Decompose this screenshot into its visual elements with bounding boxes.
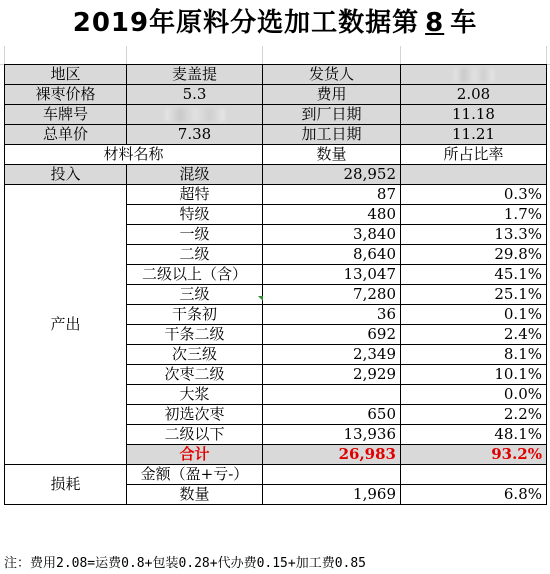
info-label: 费用 bbox=[263, 85, 401, 105]
grade-name: 二级以下 bbox=[127, 425, 263, 445]
grade-quantity: 3,840 bbox=[263, 225, 401, 245]
grade-name: 干条初 bbox=[127, 305, 263, 325]
title-prefix: 2019年原料分选加工数据第 bbox=[72, 8, 420, 38]
spreadsheet-gridlines bbox=[0, 46, 550, 65]
grade-name: 次枣二级 bbox=[127, 365, 263, 385]
data-table bbox=[4, 64, 547, 505]
grade-name: 二级以上（含） bbox=[127, 265, 263, 285]
info-value: 11.18 bbox=[401, 105, 547, 125]
grade-ratio: 13.3% bbox=[401, 225, 547, 245]
grade-name: 三级 bbox=[127, 285, 263, 305]
grade-name: 二级 bbox=[127, 245, 263, 265]
total-ratio: 93.2% bbox=[401, 445, 547, 465]
grade-ratio: 0.0% bbox=[401, 385, 547, 405]
redacted-plate bbox=[127, 105, 263, 125]
total-label: 合计 bbox=[127, 445, 263, 465]
grade-name: 特级 bbox=[127, 205, 263, 225]
grade-name: 干条二级 bbox=[127, 325, 263, 345]
grade-name: 初选次枣 bbox=[127, 405, 263, 425]
loss-amount-value bbox=[263, 465, 401, 485]
grade-quantity: 36 bbox=[263, 305, 401, 325]
grade-ratio: 2.4% bbox=[401, 325, 547, 345]
grade-ratio: 45.1% bbox=[401, 265, 547, 285]
header-ratio: 所占比率 bbox=[401, 145, 547, 165]
grade-quantity: 2,929 bbox=[263, 365, 401, 385]
grade-ratio: 0.3% bbox=[401, 185, 547, 205]
info-value: 7.38 bbox=[127, 125, 263, 145]
input-ratio bbox=[401, 165, 547, 185]
info-label: 车牌号 bbox=[5, 105, 127, 125]
grade-quantity: 650 bbox=[263, 405, 401, 425]
info-row bbox=[5, 125, 547, 145]
loss-label: 损耗 bbox=[5, 465, 127, 505]
info-value: 11.21 bbox=[401, 125, 547, 145]
grade-quantity: 13,936 bbox=[263, 425, 401, 445]
grade-ratio: 1.7% bbox=[401, 205, 547, 225]
grade-quantity: 7,280 bbox=[263, 285, 401, 305]
grade-name: 大浆 bbox=[127, 385, 263, 405]
grade-quantity: 87 bbox=[263, 185, 401, 205]
grade-name: 超特 bbox=[127, 185, 263, 205]
grade-quantity bbox=[263, 385, 401, 405]
footnote: 注：费用2.08=运费0.8+包装0.28+代办费0.15+加工费0.85 bbox=[4, 556, 367, 571]
info-label: 地区 bbox=[5, 65, 127, 85]
loss-qty-value: 1,969 bbox=[263, 485, 401, 505]
grade-ratio: 2.2% bbox=[401, 405, 547, 425]
redacted-shipper bbox=[401, 65, 547, 85]
cell-comment-marker bbox=[258, 296, 263, 301]
grade-quantity: 692 bbox=[263, 325, 401, 345]
info-row bbox=[5, 105, 547, 125]
grade-ratio: 8.1% bbox=[401, 345, 547, 365]
header-material: 材料名称 bbox=[5, 145, 263, 165]
table-header bbox=[5, 145, 547, 165]
title-suffix: 车 bbox=[450, 8, 478, 38]
info-label: 发货人 bbox=[263, 65, 401, 85]
title-number: 8 bbox=[425, 8, 445, 38]
input-quantity: 28,952 bbox=[263, 165, 401, 185]
grade-quantity: 2,349 bbox=[263, 345, 401, 365]
loss-amount-ratio bbox=[401, 465, 547, 485]
grade-name: 一级 bbox=[127, 225, 263, 245]
info-value: 麦盖提 bbox=[127, 65, 263, 85]
info-label: 裸枣价格 bbox=[5, 85, 127, 105]
grade-quantity: 480 bbox=[263, 205, 401, 225]
grade-ratio: 48.1% bbox=[401, 425, 547, 445]
grade-ratio: 25.1% bbox=[401, 285, 547, 305]
grade-ratio: 10.1% bbox=[401, 365, 547, 385]
loss-amount-label: 金额（盈+亏-） bbox=[127, 465, 263, 485]
input-label: 投入 bbox=[5, 165, 127, 185]
info-value: 5.3 bbox=[127, 85, 263, 105]
grade-quantity: 8,640 bbox=[263, 245, 401, 265]
total-quantity: 26,983 bbox=[263, 445, 401, 465]
loss-qty-ratio: 6.8% bbox=[401, 485, 547, 505]
info-value: 2.08 bbox=[401, 85, 547, 105]
info-row bbox=[5, 85, 547, 105]
grade-ratio: 0.1% bbox=[401, 305, 547, 325]
loss-qty-label: 数量 bbox=[127, 485, 263, 505]
input-row bbox=[5, 165, 547, 185]
info-label: 总单价 bbox=[5, 125, 127, 145]
loss-amount-row bbox=[5, 465, 547, 485]
info-row bbox=[5, 65, 547, 85]
output-label: 产出 bbox=[5, 185, 127, 465]
grade-quantity: 13,047 bbox=[263, 265, 401, 285]
header-quantity: 数量 bbox=[263, 145, 401, 165]
input-name: 混级 bbox=[127, 165, 263, 185]
sheet-title bbox=[0, 0, 550, 46]
info-label: 加工日期 bbox=[263, 125, 401, 145]
table-row bbox=[5, 185, 547, 205]
info-label: 到厂日期 bbox=[263, 105, 401, 125]
grade-ratio: 29.8% bbox=[401, 245, 547, 265]
grade-name: 次三级 bbox=[127, 345, 263, 365]
